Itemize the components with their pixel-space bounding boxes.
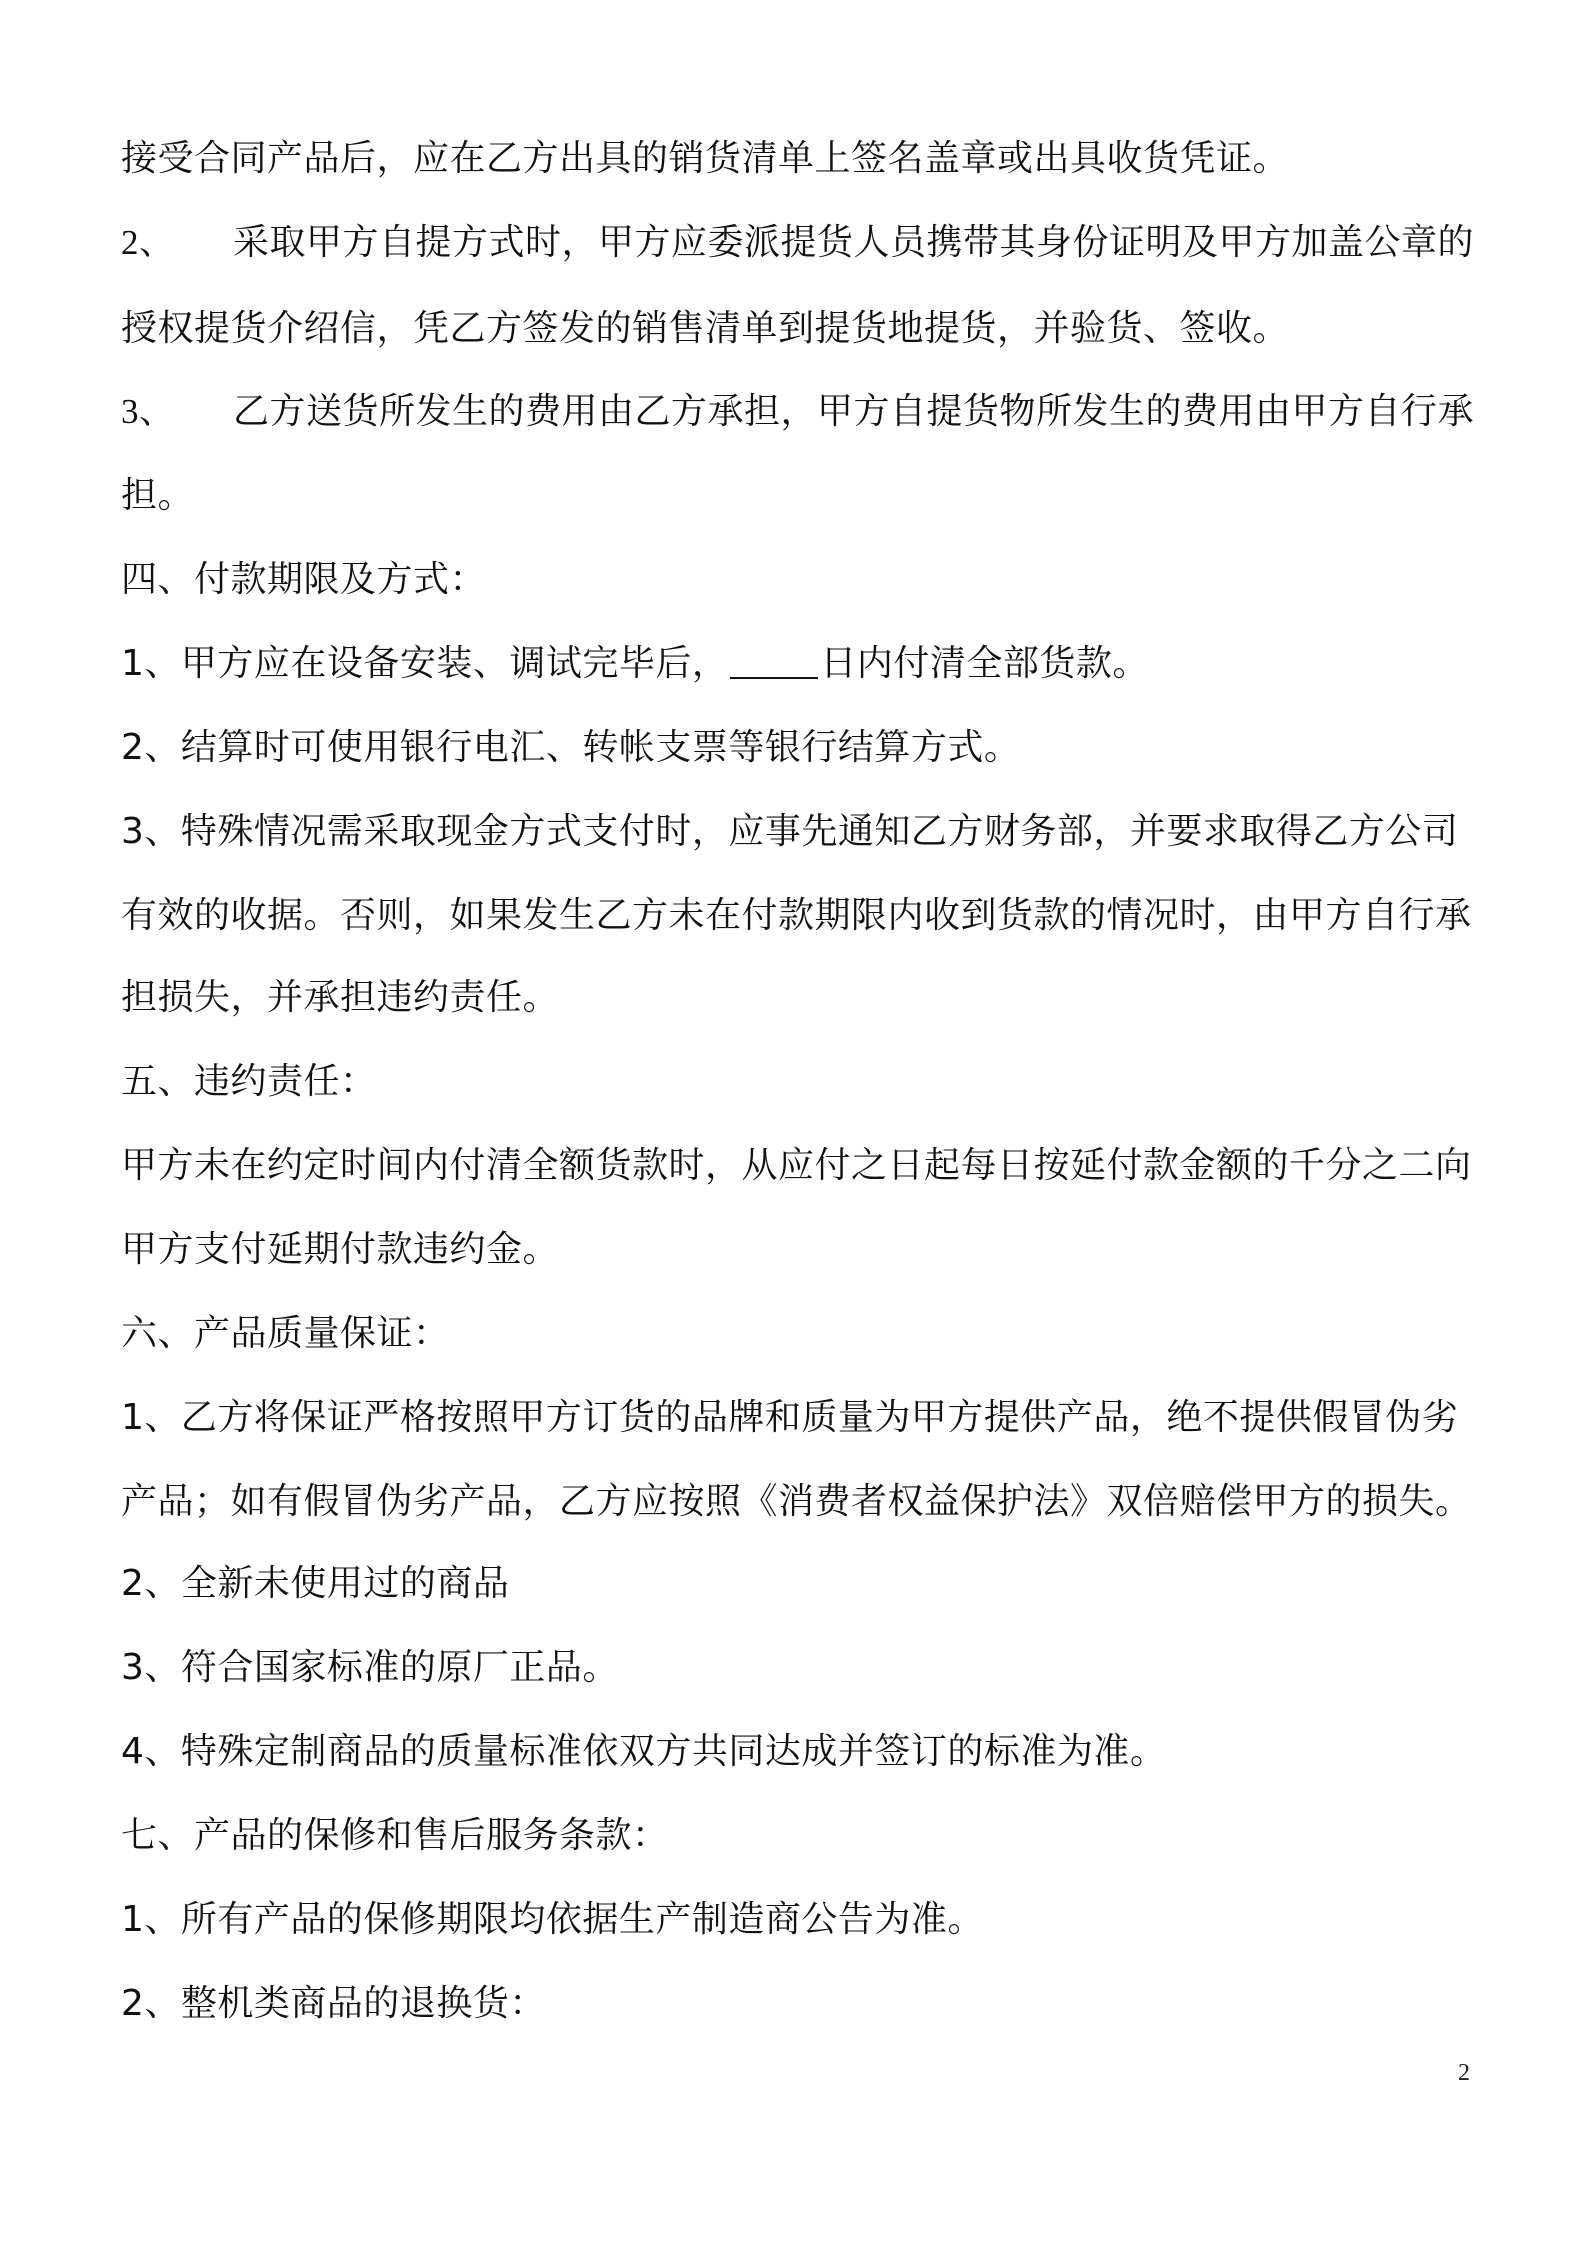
paragraph-line: 甲方未在约定时间内付清全额货款时，从应付之日起每日按延付款金额的千分之二向 xyxy=(121,1145,1472,1186)
paragraph-line: 2、结算时可使用银行电汇、转帐支票等银行结算方式。 xyxy=(121,727,1021,768)
paragraph-line: 授权提货介绍信，凭乙方签发的销售清单到提货地提货，并验货、签收。 xyxy=(121,308,1290,349)
payment-term-text-after: 日内付清全部货款。 xyxy=(820,643,1149,684)
page-number: 2 xyxy=(1458,2060,1470,2086)
paragraph-line: 3、特殊情况需采取现金方式支付时，应事先通知乙方财务部，并要求取得乙方公司 xyxy=(121,811,1459,852)
clause-text: 乙方送货所发生的费用由乙方承担，甲方自提货物所发生的费用由甲方自行承 xyxy=(233,391,1475,432)
clause-number: 3、 xyxy=(121,392,175,431)
paragraph-line: 产品；如有假冒伪劣产品，乙方应按照《消费者权益保护法》双倍赔偿甲方的损失。 xyxy=(121,1481,1472,1522)
section-heading: 六、产品质量保证： xyxy=(121,1313,450,1354)
clause-line xyxy=(121,388,1481,436)
clause-text: 采取甲方自提方式时，甲方应委派提货人员携带其身份证明及甲方加盖公章的 xyxy=(233,222,1475,263)
clause-number: 2、 xyxy=(121,223,175,262)
clause-line xyxy=(121,219,1481,267)
paragraph-line: 接受合同产品后，应在乙方出具的销货清单上签名盖章或出具收货凭证。 xyxy=(121,138,1290,179)
paragraph-line: 4、特殊定制商品的质量标准依双方共同达成并签订的标准为准。 xyxy=(121,1731,1167,1772)
paragraph-line: 担损失，并承担违约责任。 xyxy=(121,977,560,1018)
section-heading: 四、付款期限及方式： xyxy=(121,559,487,600)
paragraph-line: 有效的收据。否则，如果发生乙方未在付款期限内收到货款的情况时，由甲方自行承 xyxy=(121,895,1472,936)
paragraph-line: 3、符合国家标准的原厂正品。 xyxy=(121,1647,619,1688)
payment-term-text-before: 1、甲方应在设备安装、调试完毕后， xyxy=(121,643,729,684)
paragraph-line: 甲方支付延期付款违约金。 xyxy=(121,1229,560,1270)
fill-in-blank xyxy=(730,641,818,679)
paragraph-line: 2、全新未使用过的商品 xyxy=(121,1563,510,1604)
paragraph-line: 1、乙方将保证严格按照甲方订货的品牌和质量为甲方提供产品，绝不提供假冒伪劣 xyxy=(121,1397,1459,1438)
paragraph-line: 2、整机类商品的退换货： xyxy=(121,1983,546,2024)
payment-term-line xyxy=(121,640,1481,688)
paragraph-line: 担。 xyxy=(121,475,195,516)
section-heading: 七、产品的保修和售后服务条款： xyxy=(121,1815,669,1856)
section-heading: 五、违约责任： xyxy=(121,1061,377,1102)
paragraph-line: 1、所有产品的保修期限均依据生产制造商公告为准。 xyxy=(121,1899,984,1940)
